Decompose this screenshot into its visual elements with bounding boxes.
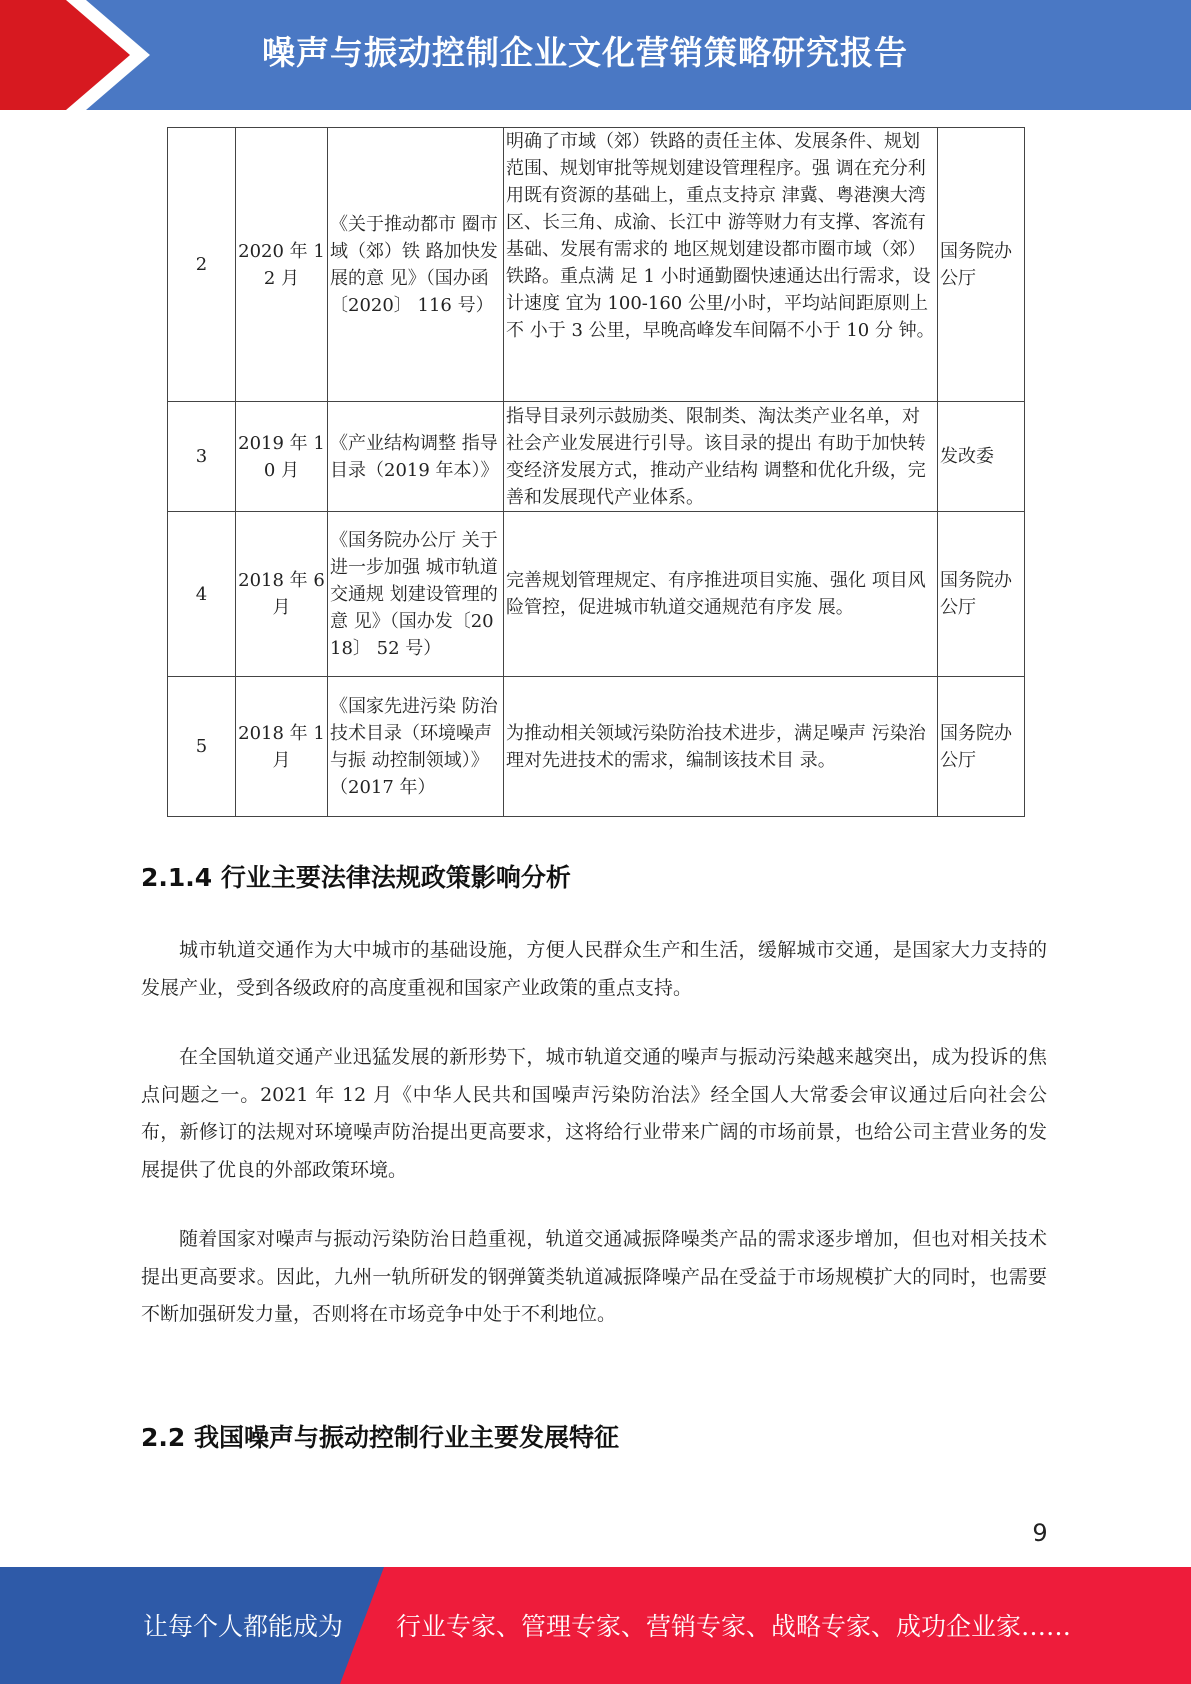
row-number: 5 [168,677,236,817]
row-number: 3 [168,402,236,512]
row-content: 为推动相关领域污染防治技术进步，满足噪声 污染治理对先进技术的需求，编制该技术目 录。 [504,677,938,817]
table-row [168,402,1025,512]
row-document: 《产业结构调整 指导目录（2019 年本）》 [328,402,504,512]
row-content: 明确了市域（郊）铁路的责任主体、发展条件、规划范围、规划审批等规划建设管理程序。强 调在充分利用既有资源的基础上，重点支持京 津冀、粤港澳大湾区、长三角、成渝、长江中 游等财力有支撑、客流有基础、发展有需求的 地区规划建设都市圈市域（郊）铁路。重点满 足 1 小时通勤圈快速通达出行需求，设计速度 宜为 100-160 公里/小时，平均站间距原则上不 小于 3 公里，早晚高峰发车间隔不小于 10 分 钟。 [504,128,938,402]
row-date: 2019 年 10 月 [236,402,328,512]
paragraph: 随着国家对噪声与振动污染防治日趋重视，轨道交通减振降噪类产品的需求逐步增加，但也对相关技术提出更高要求。因此，九州一轨所研发的钢弹簧类轨道减振降噪产品在受益于市场规模扩大的同时，也需要不断加强研发力量，否则将在市场竞争中处于不利地位。 [141,1228,1047,1325]
paragraph: 在全国轨道交通产业迅猛发展的新形势下，城市轨道交通的噪声与振动污染越来越突出，成为投诉的焦点问题之一。2021 年 12 月《中华人民共和国噪声污染防治法》经全国人大常委会审议通过后向社会公布，新修订的法规对环境噪声防治提出更高要求，这将给行业带来广阔的市场前景，也给公司主营业务的发展提供了优良的外部政策环境。 [141,1046,1047,1181]
row-issuer: 国务院办公厅 [938,677,1025,817]
footer-slogan-right: 行业专家、管理专家、营销专家、战略专家、成功企业家…… [396,1612,1072,1641]
row-document: 《关于推动都市 圈市域（郊）铁 路加快发展的意 见》（国办函〔2020〕 116 号） [328,128,504,402]
row-issuer: 发改委 [938,402,1025,512]
footer-slogan-left: 让每个人都能成为 [143,1612,344,1641]
table-row [168,128,1025,402]
paragraph: 城市轨道交通作为大中城市的基础设施，方便人民群众生产和生活，缓解城市交通，是国家大力支持的发展产业，受到各级政府的高度重视和国家产业政策的重点支持。 [141,939,1047,999]
page-header [0,0,1191,110]
page-footer [0,1567,1191,1684]
row-document: 《国家先进污染 防治技术目录（环境噪声与振 动控制领域）》（2017 年） [328,677,504,817]
row-date: 2020 年 12 月 [236,128,328,402]
page-number: 9 [1032,1519,1048,1547]
table-row [168,677,1025,817]
row-issuer: 国务院办公厅 [938,512,1025,677]
table-row [168,512,1025,677]
row-number: 4 [168,512,236,677]
report-title: 噪声与振动控制企业文化营销策略研究报告 [262,33,908,72]
policy-table [167,127,1025,817]
row-document: 《国务院办公厅 关于进一步加强 城市轨道交通规 划建设管理的意 见》（国办发〔2018〕 52 号） [328,512,504,677]
row-content: 完善规划管理规定、有序推进项目实施、强化 项目风险管控，促进城市轨道交通规范有序发 展。 [504,512,938,677]
row-content: 指导目录列示鼓励类、限制类、淘汰类产业名单，对社会产业发展进行引导。该目录的提出 有助于加快转变经济发展方式，推动产业结构 调整和优化升级，完善和发展现代产业体系。 [504,402,938,512]
section-heading-2-1-4: 2.1.4 行业主要法律法规政策影响分析 [141,863,571,892]
row-number: 2 [168,128,236,402]
section-heading-2-2: 2.2 我国噪声与振动控制行业主要发展特征 [141,1423,619,1452]
row-date: 2018 年 1 月 [236,677,328,817]
row-issuer: 国务院办公厅 [938,128,1025,402]
row-date: 2018 年 6 月 [236,512,328,677]
